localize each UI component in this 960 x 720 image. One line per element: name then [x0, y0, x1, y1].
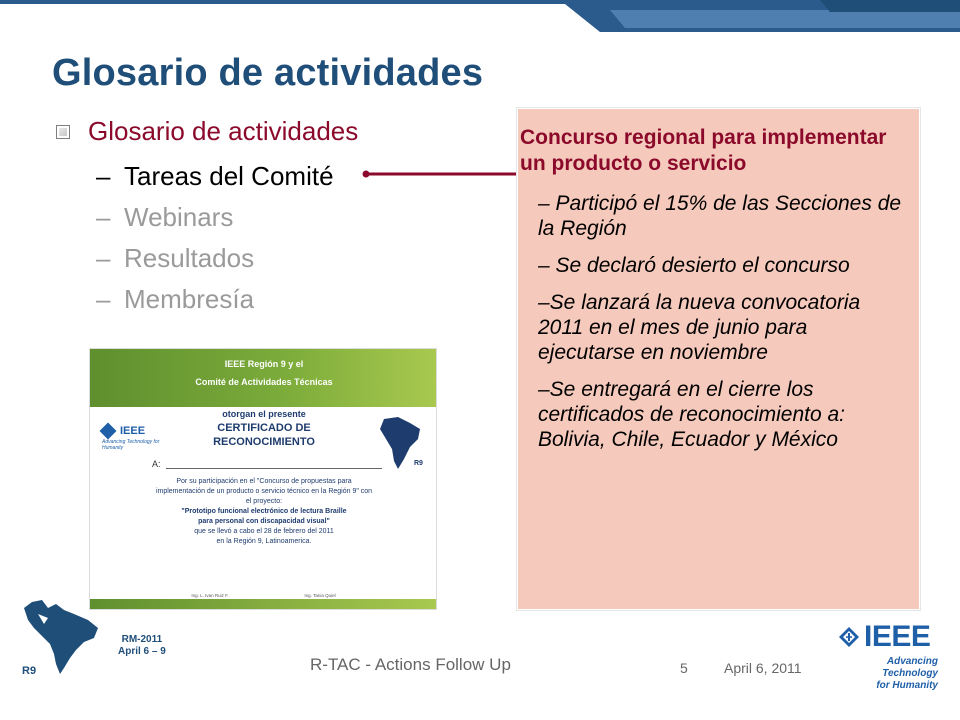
certificate-header-line: IEEE Región 9 y el — [224, 359, 304, 369]
ieee-tagline-line: for Humanity — [876, 680, 938, 691]
certificate-project-line: para personal con discapacidad visual" — [198, 518, 330, 525]
ieee-wordmark: IEEE — [864, 620, 931, 653]
certificate-project-line: "Prototipo funcional electrónico de lectura Braille — [181, 508, 347, 515]
ieee-logo — [838, 620, 942, 692]
callout-title: Concurso regional para implementar un producto o servicio — [520, 126, 887, 175]
south-america-map-icon — [376, 415, 426, 471]
certificate-title-line: RECONOCIMIENTO — [213, 436, 315, 448]
callout-item: – Participó el 15% de las Secciones de la Región — [538, 192, 902, 240]
certificate-logo-tag: Advancing Technology for Humanity — [102, 439, 160, 451]
callout-item: – Se declaró desierto el concurso — [538, 254, 850, 277]
footer-title: R-TAC - Actions Follow Up — [310, 655, 511, 674]
certificate-body-line: que se llevó a cabo el 28 de febrero del 2011 — [194, 528, 334, 535]
certificate-otorgan: otorgan el presente — [222, 409, 306, 419]
r9-label: R9 — [22, 665, 37, 677]
sub-item-resultados — [96, 238, 334, 279]
dash: – — [96, 202, 111, 232]
certificate-a-label: A: — [152, 459, 161, 469]
certificate-header — [90, 349, 437, 407]
meeting-label — [118, 634, 166, 658]
certificate-logo-text: IEEE — [120, 425, 146, 437]
sub-item-webinars — [96, 197, 334, 238]
main-bullet-text: Glosario de actividades — [88, 116, 359, 146]
certificate-name-line — [166, 468, 382, 469]
sub-item-label: Tareas del Comité — [124, 161, 334, 191]
certificate-signer: Ing. L. Ivan Ruiz F. — [191, 593, 229, 598]
certificate-ieee-logo — [102, 425, 162, 451]
callout-item: –Se lanzará la nueva convocatoria 2011 en el mes de junio para ejecutarse en noviembre — [538, 291, 861, 364]
certificate-signer: Ing. Tania Quiel — [304, 593, 336, 598]
meeting-label-line: RM-2011 — [121, 634, 163, 645]
certificate-header-line: Comité de Actividades Técnicas — [195, 377, 333, 387]
map-label: R9 — [414, 460, 423, 467]
callout-item: –Se entregará en el cierre los certificados de reconocimiento a: Bolivia, Chile, Ecuador y México — [538, 378, 845, 451]
sub-item-membresia — [96, 279, 334, 320]
main-bullet — [56, 116, 358, 147]
dash: – — [96, 243, 111, 273]
meeting-label-line: April 6 – 9 — [118, 646, 166, 657]
dash: – — [96, 284, 111, 314]
page-number: 5 — [680, 660, 688, 676]
sub-item-label: Webinars — [124, 202, 234, 232]
connector-line — [362, 168, 524, 180]
sub-bullet-list — [96, 156, 334, 320]
ieee-diamond-icon — [100, 423, 117, 440]
footer-date: April 6, 2011 — [724, 660, 802, 676]
dash: – — [96, 161, 111, 191]
certificate-body — [120, 477, 408, 547]
certificate-body-line: el proyecto: — [245, 498, 283, 505]
slide-title: Glosario de actividades — [52, 52, 484, 94]
ieee-tagline-line: Advancing Technology — [882, 656, 938, 679]
square-bullet-icon — [56, 125, 70, 139]
certificate-body-line: implementación de un producto o servicio técnico en la Región 9" con — [155, 488, 373, 495]
callout-content — [520, 125, 905, 464]
certificate-body-line: en la Región 9, Latinoamerica. — [216, 538, 312, 545]
certificate-title-line: CERTIFICADO DE — [217, 422, 311, 434]
r9-map-logo — [18, 598, 118, 680]
ieee-diamond-icon — [838, 626, 860, 648]
certificate-body-line: Por su participación en el "Concurso de propuestas para — [176, 478, 352, 485]
sub-item-label: Membresía — [124, 284, 255, 314]
certificate-footer-band — [90, 599, 437, 610]
sub-item-tareas — [96, 156, 334, 197]
top-decorative-band — [0, 0, 960, 40]
sub-item-label: Resultados — [124, 243, 255, 273]
ieee-tagline — [838, 656, 938, 692]
certificate-image — [89, 348, 437, 610]
